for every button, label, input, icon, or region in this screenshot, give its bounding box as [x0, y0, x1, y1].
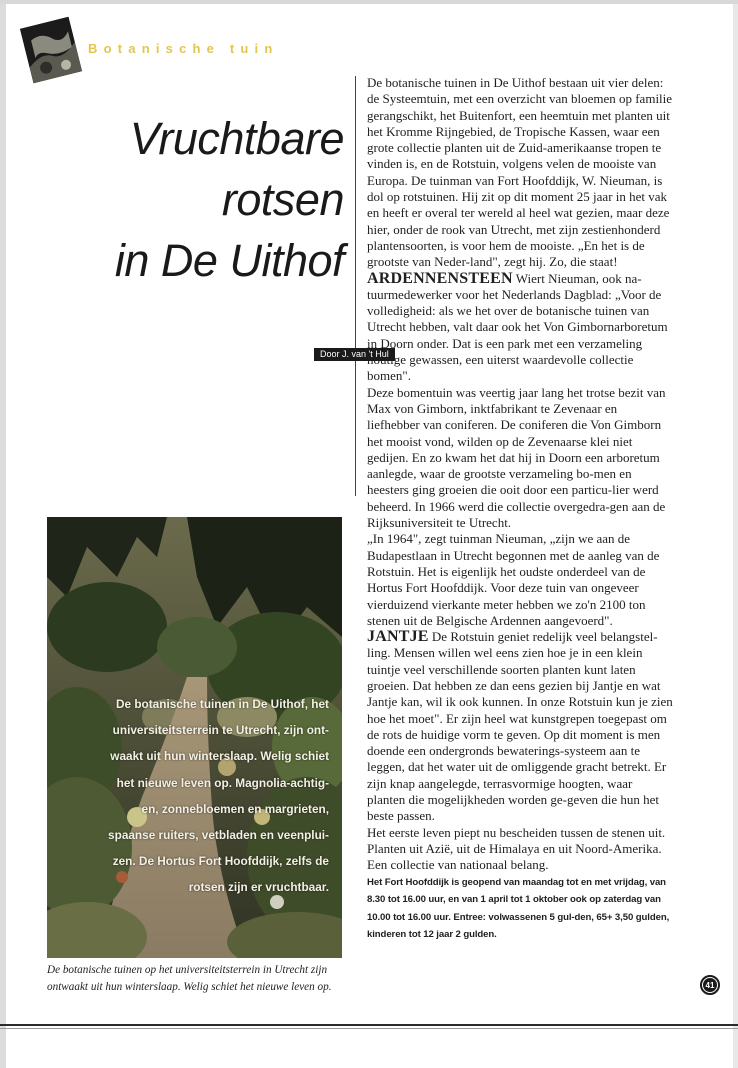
photo-overlay-line: universiteitsterrein te Utrecht, zijn ont- — [112, 723, 329, 738]
scan-edge-left — [0, 0, 6, 1068]
paragraph-jantje-text: De Rotstuin geniet redelijk veel belangstel-ling. Mensen willen wel eens zien hoe je in een klein tuintje veel verschillende soorten planten kunt laten groeien. Dat hebben ze dan eens gezien bij Jantje en wat Jantje kan, wil ik ook kunnen. In onze Rotstuin kun je zien hoe het moet". Er zijn heel wat kunstgrepen toegepast om de rots de huidige vorm te geven. Op dit moment is men doende een ondergronds bewaterings-systeem aan te leggen, dat het water uit de omliggende gracht betrekt. Er zijn knap aangelegde, terrasvormige hoogten, waar planten die mogelijkheden worden ge-geven die hun het beste passen. — [367, 629, 673, 824]
paragraph-rotstuin: „In 1964", zegt tuinman Nieuman, „zijn we aan de Budapestlaan in Utrecht begonnen met de aanleg van de Rotstuin. Het is eigenlijk het oudste onderdeel van de Hortus Fort Hoofddijk. Voor deze tuin van ongeveer vierduizend vierkante meter hebben we zo'n 2100 ton stenen uit de Belgische Ardennen aangevoerd". — [367, 531, 660, 628]
column-divider — [355, 76, 356, 496]
photo-overlay-line: het nieuwe leven op. Magnolia-achtig- — [116, 775, 329, 790]
page-number-badge — [700, 975, 720, 995]
garden-photo — [47, 517, 342, 958]
footer-rule — [0, 1024, 738, 1026]
photo-overlay-line: zen. De Hortus Fort Hoofddijk, zelfs de — [112, 854, 329, 869]
paragraph-bomentuin: Deze bomentuin was veertig jaar lang het trotse bezit van Max von Gimborn, inktfabrikant te Zevenaar en liefhebber van coniferen. De coniferen die Von Gimborn het mooist vond, wilden op de Zevenaarse klei niet gedijen. En zo kwam het dat hij in Doorn een arboretum aanlegde, waar de grootste verzameling bo-men en heesters ging groeien die ooit door een particu-lier werd beheerd. In 1966 werd die collectie overgedra-gen aan de Rijksuniversiteit te Utrecht. — [367, 384, 666, 531]
title-line-1: Vruchtbare — [129, 113, 344, 164]
subheading-jantje: JANTJE — [367, 628, 429, 646]
section-thumbnail-image — [20, 17, 82, 83]
footer-rule-thin — [0, 1028, 738, 1029]
photo-overlay-line: spaanse ruiters, vetbladen en veenplui- — [108, 828, 329, 843]
photo-overlay-line: waakt uit hun winterslaap. Welig schiet — [110, 749, 329, 764]
photo-overlay-line: en, zonnebloemen en margrieten, — [141, 801, 329, 816]
opening-hours-info: Het Fort Hoofddijk is geopend van maandag tot en met vrijdag, van 8.30 tot 16.00 uur, en van 1 april tot 1 oktober ook op zaterdag van 10.00 tot 16.00 uur. Entree: volwassenen 5 gul-den, 65+ 3,50 gulden, kinderen tot 12 jaar 2 gulden. — [367, 876, 670, 941]
article-body — [367, 75, 673, 944]
paragraph-closing: Het eerste leven piept nu bescheiden tussen de stenen uit. Planten uit Azië, uit de Himalaya en uit Noord-Amerika. Een collectie van nationaal belang. — [367, 824, 666, 873]
paragraph-ardennensteen-text: Wiert Nieuman, ook na-tuurmedewerker voor het Nederlands Dagblad: „Voor de volledigheid: als we het over de botanische tuinen van Utrecht hebben, valt daar ook het Von Gimbornarboretum in Doorn onder. Dat is een park met een verzameling houtige gewassen, een uiterst waardevolle collectie bomen". — [367, 270, 668, 384]
paragraph-jantje — [367, 629, 673, 825]
page-number: 41 — [703, 978, 717, 992]
title-line-2: rotsen — [221, 174, 344, 225]
article-title — [115, 108, 344, 291]
title-line-3: in De Uithof — [114, 235, 344, 286]
subheading-ardennensteen: ARDENNENSTEEN — [367, 269, 513, 287]
scan-edge-right — [733, 0, 738, 1068]
photo-overlay-line: De botanische tuinen in De Uithof, het — [115, 697, 329, 711]
scan-edge-top — [0, 0, 738, 4]
photo-overlay-text — [69, 691, 329, 901]
photo-caption: De botanische tuinen op het universiteitsterrein in Utrecht zijn ontwaakt uit hun winterslaap. Welig schiet het nieuwe leven op. — [47, 964, 332, 994]
byline: Door J. van 't Hul — [314, 348, 395, 361]
paragraph-ardennensteen — [367, 271, 673, 385]
section-label: Botanische tuin — [88, 41, 279, 56]
paragraph-intro: De botanische tuinen in De Uithof bestaan uit vier delen: de Systeemtuin, met een overzicht van bloemen op familie gerangschikt, het Buitenfort, een heemtuin met planten uit het Kromme Rijngebied, de Tropische Kassen, waar een grote collectie planten uit de Zuid-amerikaanse tropen te vinden is, en de Rotstuin, volgens velen de mooiste van Europa. De tuinman van Fort Hoofddijk, W. Nieuman, is dol op rotstuinen. Hij zit op dit moment 25 jaar in het vak en heeft er overal ter wereld al heel wat gezien, maar deze hier, onder de rook van Utrecht, met zijn zestienhonderd plantensoorten, is voor hem de mooiste. „En het is de grootste van Neder-land", zegt hij. Zo, die staat! — [367, 75, 673, 270]
photo-overlay-line: rotsen zijn er vruchtbaar. — [188, 880, 329, 895]
